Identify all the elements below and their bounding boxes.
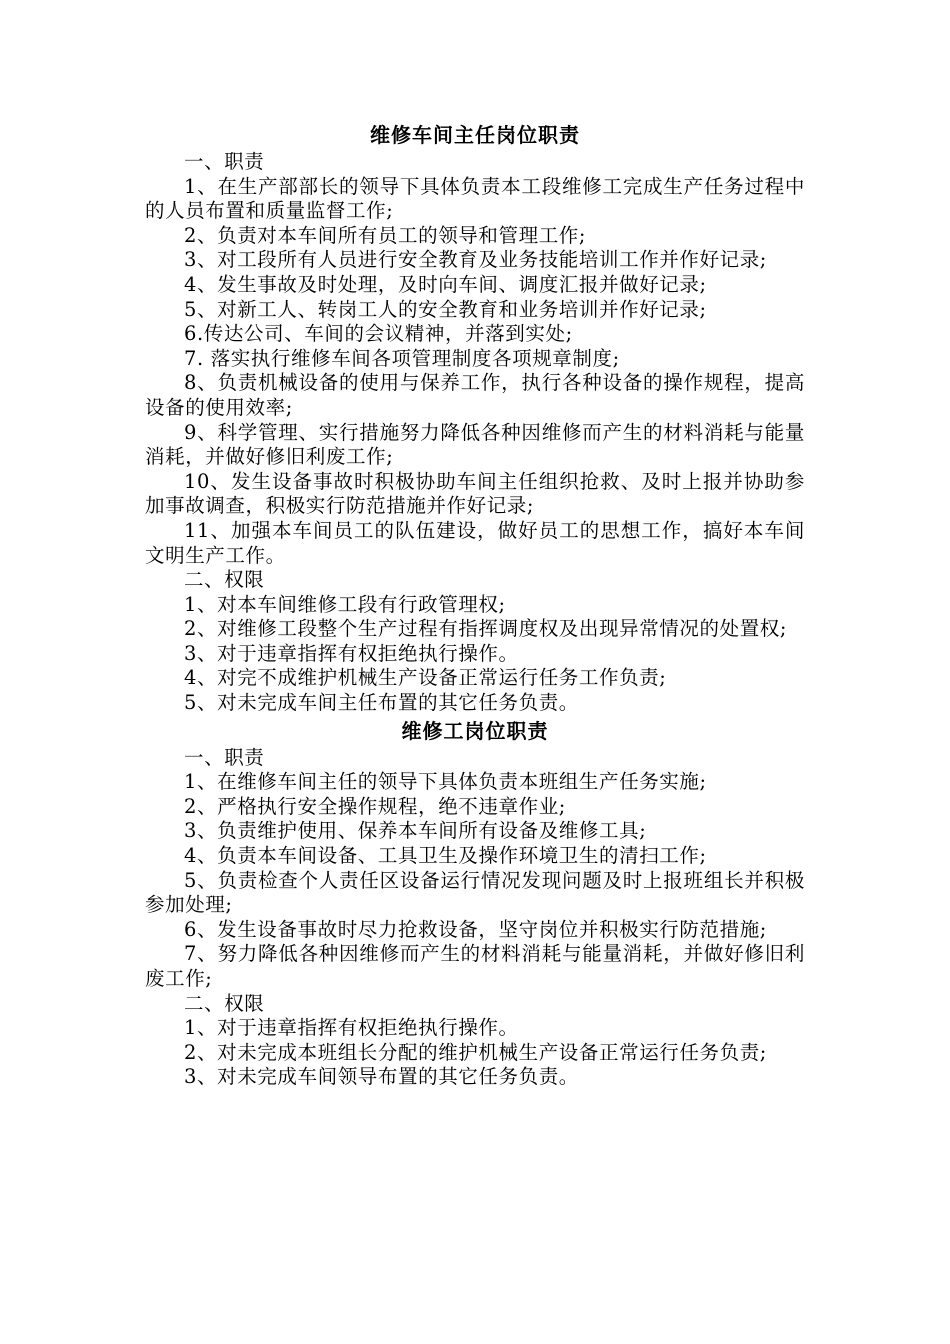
document-page [145, 120, 805, 1090]
section1-duty-item: 10、发生设备事故时积极协助车间主任组织抢救、及时上报并协助参加事故调查，积极实行防范措施并作好记录; [145, 469, 805, 518]
section1-authority-item: 5、对未完成车间主任布置的其它任务负责。 [184, 691, 579, 715]
section1-authority-item: 3、对于违章指挥有权拒绝执行操作。 [184, 641, 519, 665]
section1-duty-item: 1、在生产部部长的领导下具体负责本工段维修工完成生产任务过程中的人员布置和质量监督工作; [145, 174, 805, 223]
section1-title: 维修车间主任岗位职责 [370, 123, 580, 147]
section2-duty-item: 6、发生设备事故时尽力抢救设备，坚守岗位并积极实行防范措施; [184, 917, 767, 941]
section2-duty-item: 3、负责维护使用、保养本车间所有设备及维修工具; [184, 819, 647, 843]
section2-duty-item: 7、努力降低各种因维修而产生的材料消耗与能量消耗，并做好修旧利废工作; [145, 942, 805, 990]
section1-duty-item: 9、科学管理、实行措施努力降低各种因维修而产生的材料消耗与能量消耗，并做好修旧利废工作; [145, 420, 805, 469]
section1-duty-item: 2、负责对本车间所有员工的领导和管理工作; [184, 223, 587, 247]
section1-duty-item: 3、对工段所有人员进行安全教育及业务技能培训工作并作好记录; [184, 248, 767, 272]
section2-duties-heading: 一、职责 [184, 745, 265, 769]
section1-duty-item: 8、负责机械设备的使用与保养工作，执行各种设备的操作规程，提高设备的使用效率; [145, 371, 805, 419]
section2-authority-heading: 二、权限 [184, 991, 265, 1015]
section2-authority-item: 3、对未完成车间领导布置的其它任务负责。 [184, 1065, 579, 1089]
section1-duty-item: 7. 落实执行维修车间各项管理制度各项规章制度; [184, 346, 620, 370]
section1-authority-heading: 二、权限 [184, 568, 265, 592]
section2-duty-item: 1、在维修车间主任的领导下具体负责本班组生产任务实施; [184, 770, 707, 794]
section1-duty-item: 5、对新工人、转岗工人的安全教育和业务培训并作好记录; [184, 297, 707, 321]
section1-duties-heading: 一、职责 [184, 150, 265, 173]
section1-authority-item: 2、对维修工段整个生产过程有指挥调度权及出现异常情况的处置权; [184, 617, 788, 641]
section2-duty-item: 2、严格执行安全操作规程，绝不违章作业; [184, 794, 566, 818]
section1-duty-item: 6.传达公司、车间的会议精神，并落到实处; [184, 322, 573, 346]
section2-authority-item: 2、对未完成本班组长分配的维护机械生产设备正常运行任务负责; [184, 1040, 767, 1064]
section1-authority-item: 4、对完不成维护机械生产设备正常运行任务工作负责; [184, 666, 667, 690]
section2-duty-item: 5、负责检查个人责任区设备运行情况发现问题及时上报班组长并积极参加处理; [145, 868, 805, 917]
section2-duty-item: 4、负责本车间设备、工具卫生及操作环境卫生的清扫工作; [184, 844, 707, 868]
section1-duty-item: 4、发生事故及时处理，及时向车间、调度汇报并做好记录; [184, 272, 707, 296]
section1-duty-item: 11、加强本车间员工的队伍建设，做好员工的思想工作，搞好本车间文明生产工作。 [145, 518, 805, 567]
section1-authority-item: 1、对本车间维修工段有行政管理权; [184, 592, 506, 616]
section2-title: 维修工岗位职责 [401, 718, 549, 743]
section2-authority-item: 1、对于违章指挥有权拒绝执行操作。 [184, 1016, 519, 1040]
